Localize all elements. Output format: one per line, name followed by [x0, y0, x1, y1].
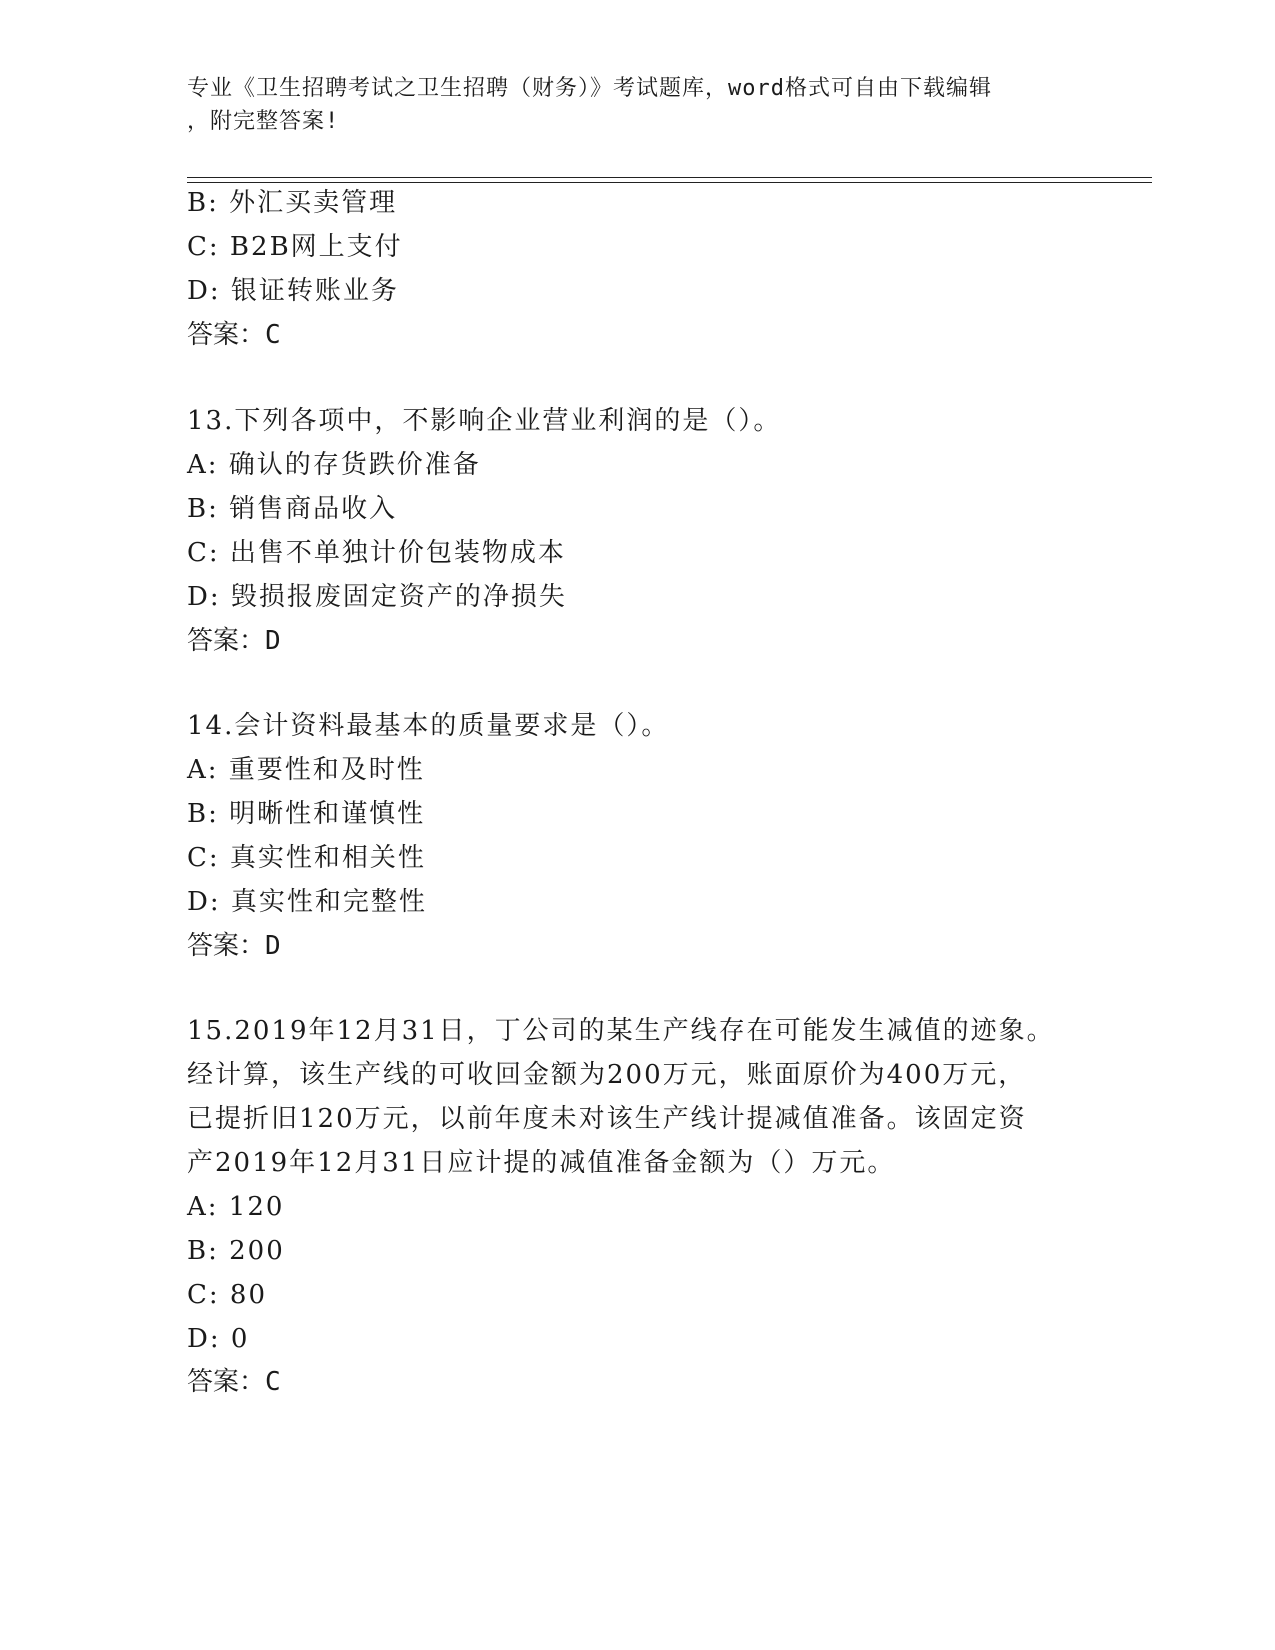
option-d: D: 真实性和完整性 [187, 887, 427, 917]
question-stem-line-2: 经计算，该生产线的可收回金额为200万元，账面原价为400万元， [187, 1060, 1027, 1090]
option-a: A: 120 [187, 1192, 285, 1222]
answer-line: 答案：C [187, 1367, 281, 1397]
option-b: B: 明晰性和谨慎性 [187, 799, 426, 829]
question-stem-line-1: 15.2019年12月31日，丁公司的某生产线存在可能发生减值的迹象。 [187, 1016, 1055, 1046]
option-c: C: 真实性和相关性 [187, 843, 426, 873]
option-b: B: 200 [187, 1236, 285, 1266]
answer-line: 答案：D [187, 626, 281, 656]
answer-line: 答案：C [187, 320, 281, 350]
answer-line: 答案：D [187, 931, 281, 961]
question-stem-line-3: 已提折旧120万元，以前年度未对该生产线计提减值准备。该固定资 [187, 1104, 1027, 1134]
option-b: B: 外汇买卖管理 [187, 188, 398, 218]
option-c: C: B2B网上支付 [187, 232, 403, 262]
header-line-1: 专业《卫生招聘考试之卫生招聘（财务）》考试题库，word格式可自由下载编辑 [187, 76, 992, 101]
option-d: D: 0 [187, 1324, 250, 1354]
header-line-2: ，附完整答案! [187, 109, 340, 134]
document-header [187, 72, 1087, 138]
question-stem-line-4: 产2019年12月31日应计提的减值准备金额为（）万元。 [187, 1148, 896, 1178]
option-c: C: 出售不单独计价包装物成本 [187, 538, 566, 568]
option-b: B: 销售商品收入 [187, 494, 398, 524]
header-rule-bottom [187, 182, 1152, 183]
option-d: D: 毁损报废固定资产的净损失 [187, 582, 567, 612]
option-c: C: 80 [187, 1280, 268, 1310]
option-a: A: 确认的存货跌价准备 [187, 450, 481, 480]
option-a: A: 重要性和及时性 [187, 755, 425, 785]
question-stem: 13.下列各项中，不影响企业营业利润的是（）。 [187, 406, 782, 436]
question-stem: 14.会计资料最基本的质量要求是（）。 [187, 711, 670, 741]
header-rule-top [187, 177, 1152, 178]
option-d: D: 银证转账业务 [187, 276, 399, 306]
